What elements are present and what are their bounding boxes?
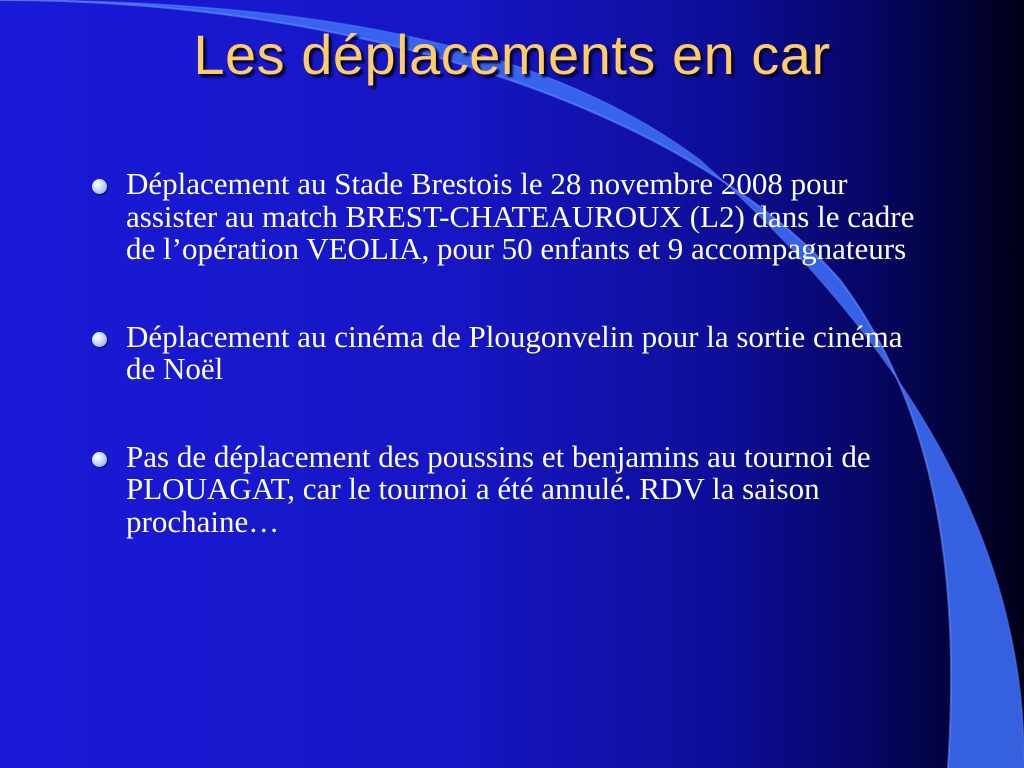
bullet-dot-icon (92, 179, 107, 194)
bullet-text: Pas de déplacement des poussins et benjamins au tournoi de PLOUAGAT, car le tournoi a été annulé. RDV la saison prochaine… (126, 438, 871, 539)
bullet-item (92, 438, 922, 539)
bullet-dot-icon (92, 332, 107, 347)
bullet-dot-icon (92, 452, 107, 467)
bullet-text: Déplacement au Stade Brestois le 28 novembre 2008 pour assister au match BREST-CHATEAUROUX (L2) dans le cadre de l’opération VEOLIA, pour 50 enfants et 9 accompagnateurs (126, 166, 915, 266)
bullet-list (92, 168, 922, 538)
bullet-item (92, 318, 922, 386)
bullet-text: Déplacement au cinéma de Plougonvelin pour la sortie cinéma de Noël (126, 318, 903, 386)
slide-title: Les déplacements en car (193, 23, 831, 86)
bullet-item (92, 168, 922, 266)
